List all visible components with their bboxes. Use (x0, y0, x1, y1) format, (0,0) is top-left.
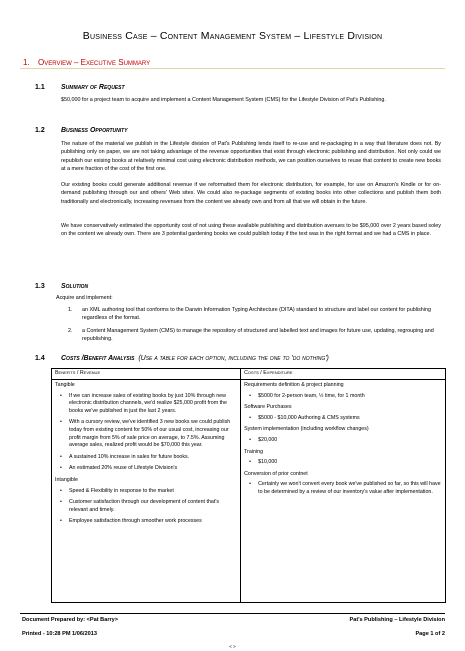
bullet-item (55, 488, 237, 496)
bullet-item (55, 393, 237, 416)
bullet-item (55, 454, 237, 462)
bullet-text: Employee satisfaction through smoother work processes (69, 518, 202, 525)
opportunity-paragraph-2: Our existing books could generate additional revenue if we reformatted them for electronic distribution, for example, for use on Amazon's Kindle or for on-demand publishing through our and others' Web sites. We could also re-package segments of existing books into other collections and publish them both traditionally and electronically, increasing revenues from the content we already own and from all that we will obtain in the future. (61, 182, 441, 205)
bullet-text: A sustained 10% increase in sales for future books. (69, 453, 190, 460)
bullet-icon: • (249, 481, 251, 488)
bullet-item (244, 481, 442, 496)
bullet-icon: • (249, 436, 251, 443)
bullet-icon: • (60, 518, 62, 525)
section-title: Overview – Executive Summary (38, 58, 151, 67)
group-heading: Requirements definition & project planning (244, 382, 344, 388)
bullet-item (244, 415, 442, 423)
summary-of-request-text: $50,000 for a project team to acquire and implement a Content Management System (CMS) for the Lifestyle Division of Pat's Publishing. (61, 97, 386, 103)
solution-list (68, 306, 438, 348)
list-number: 2. (68, 327, 73, 334)
bullet-text: With a cursory review, we've identified 3 new books we could publish today from existing content for 50% of our usual cost, increasing our profit margin from 5% of sale price on average, to 7.5%. Assuming average sales, realized profit would be $70,000 this year. (69, 419, 231, 449)
bullet-icon: • (60, 487, 62, 494)
subsection-number: 1.1 (35, 84, 45, 91)
subsection-title: Summary of Request (61, 84, 125, 91)
section-heading-1 (20, 55, 445, 69)
bullet-item (244, 437, 442, 445)
group-heading: Training (244, 448, 264, 455)
subsection-heading-1-4 (35, 355, 329, 362)
group-heading: Conversion of prior contnet (244, 470, 308, 477)
bullet-item (55, 419, 237, 449)
bullet-item (55, 499, 237, 514)
table-header-row (52, 369, 446, 380)
subsection-number: 1.4 (35, 355, 45, 362)
bullet-icon: • (249, 459, 251, 466)
cost-benefit-table (51, 368, 446, 603)
group-heading: Software Purchases (244, 404, 292, 411)
group-heading: Tangible (55, 382, 75, 388)
subsection-heading-1-1 (35, 84, 125, 91)
bullet-icon: • (60, 392, 62, 399)
list-item (68, 327, 438, 344)
subsection-number: 1.3 (35, 283, 45, 290)
subsection-number: 1.2 (35, 127, 45, 134)
subsection-title: Costs /Benefit Analysis (61, 355, 135, 362)
document-title: Business Case – Content Management System – Lifestyle Division (82, 30, 383, 42)
table-row (52, 380, 446, 603)
bullet-text: $20,000 (258, 436, 278, 443)
bullet-icon: • (60, 465, 62, 472)
footer-printed-date: Printed - 10:28 PM 1/06/2013 (22, 631, 97, 637)
bullet-item (244, 393, 442, 401)
list-item (68, 306, 438, 323)
bullet-text: Customer satisfaction through our development of content that's relevant and timely. (69, 499, 219, 513)
footer-divider (20, 613, 445, 614)
subsection-heading-1-2 (35, 127, 128, 134)
subsection-heading-1-3 (35, 283, 88, 290)
subsection-subtitle: (Use a table for each option, including the one to 'do nothing') (138, 355, 329, 362)
bullet-item (244, 459, 442, 467)
list-number: 1. (68, 307, 73, 313)
subsection-title: Business Opportunity (61, 127, 128, 134)
bullet-item (55, 518, 237, 526)
bullet-text: $10,000 (258, 459, 278, 466)
solution-intro: Acquire and implement: (56, 295, 113, 301)
column-header-benefits: Benefits / Revenue (52, 369, 241, 380)
section-number: 1. (23, 58, 30, 67)
bullet-text: $5000 - $10,000 Authoring & CMS systems (258, 414, 360, 421)
bullet-icon: • (60, 419, 62, 426)
bullet-icon: • (60, 499, 62, 506)
footer-prepared-by: Document Prepared by: <Pat Barry> (22, 617, 119, 623)
column-header-costs: Costs / Expenditure (241, 369, 446, 380)
benefits-cell (52, 380, 241, 603)
costs-cell (241, 380, 446, 603)
group-heading: Intangible (55, 476, 78, 483)
footer-organization: Pat's Publishing – Lifestyle Division (349, 617, 445, 623)
bullet-icon: • (60, 453, 62, 460)
list-text: a Content Management System (CMS) to manage the repository of structured and labelled text and images for future use, updating, regrouping and republishing. (82, 327, 434, 343)
bullet-icon: • (249, 414, 251, 421)
bullet-text: If we can increase sales of existing books by just 10% through new electronic distribution channels, we'd realize $25,000 profit from the books we've published in just the last 2 years. (69, 392, 227, 414)
bullet-text: An estimated 20% reuse of Lifestyle Division's (69, 465, 178, 472)
page-marker: < > (229, 644, 236, 649)
footer-page-number: Page 1 of 2 (415, 631, 445, 637)
bullet-item (55, 465, 237, 473)
bullet-icon: • (249, 392, 251, 399)
opportunity-paragraph-3: We have conservatively estimated the opportunity cost of not using these available publishing and distribution avenues to be $95,000 over 2 years based soley on the content we already own. There are 3 potential gardening books we could publish today if the text was in the right format and we had a CMS in place. (61, 223, 441, 238)
bullet-text: Speed & Flexibility in response to the market (69, 487, 174, 494)
bullet-text: Certainly we won't convert every book we've published so far, so this will have to be determined by a review of our inventory's value after implementation. (258, 481, 441, 495)
bullet-text: $5000 for 2-person team, ½ time, for 1 month (258, 392, 365, 399)
opportunity-paragraph-1: The nature of the material we publish in the Lifestyle division of Pat's Publishing lends itself to re-use and re-packaging in a way that literature does not. By publishing only on paper, we are not taking advantage of the revenue opportunities that exist through electronic publishing and distribution. Not only could we republish our exising books at relatively minimal cost using electronic distribution methods, we can position ourselves to reuse that content to create new books at a mere fraction of the cost of the first one. (61, 141, 441, 173)
list-text: an XML authoring tool that conforms to the Darwin Information Typing Architecture (DITA) standard to structure and label our content for publishing regardless of the format. (82, 307, 431, 322)
subsection-title: Solution (61, 283, 89, 290)
group-heading: System implementation (including workflow changes) (244, 426, 369, 433)
